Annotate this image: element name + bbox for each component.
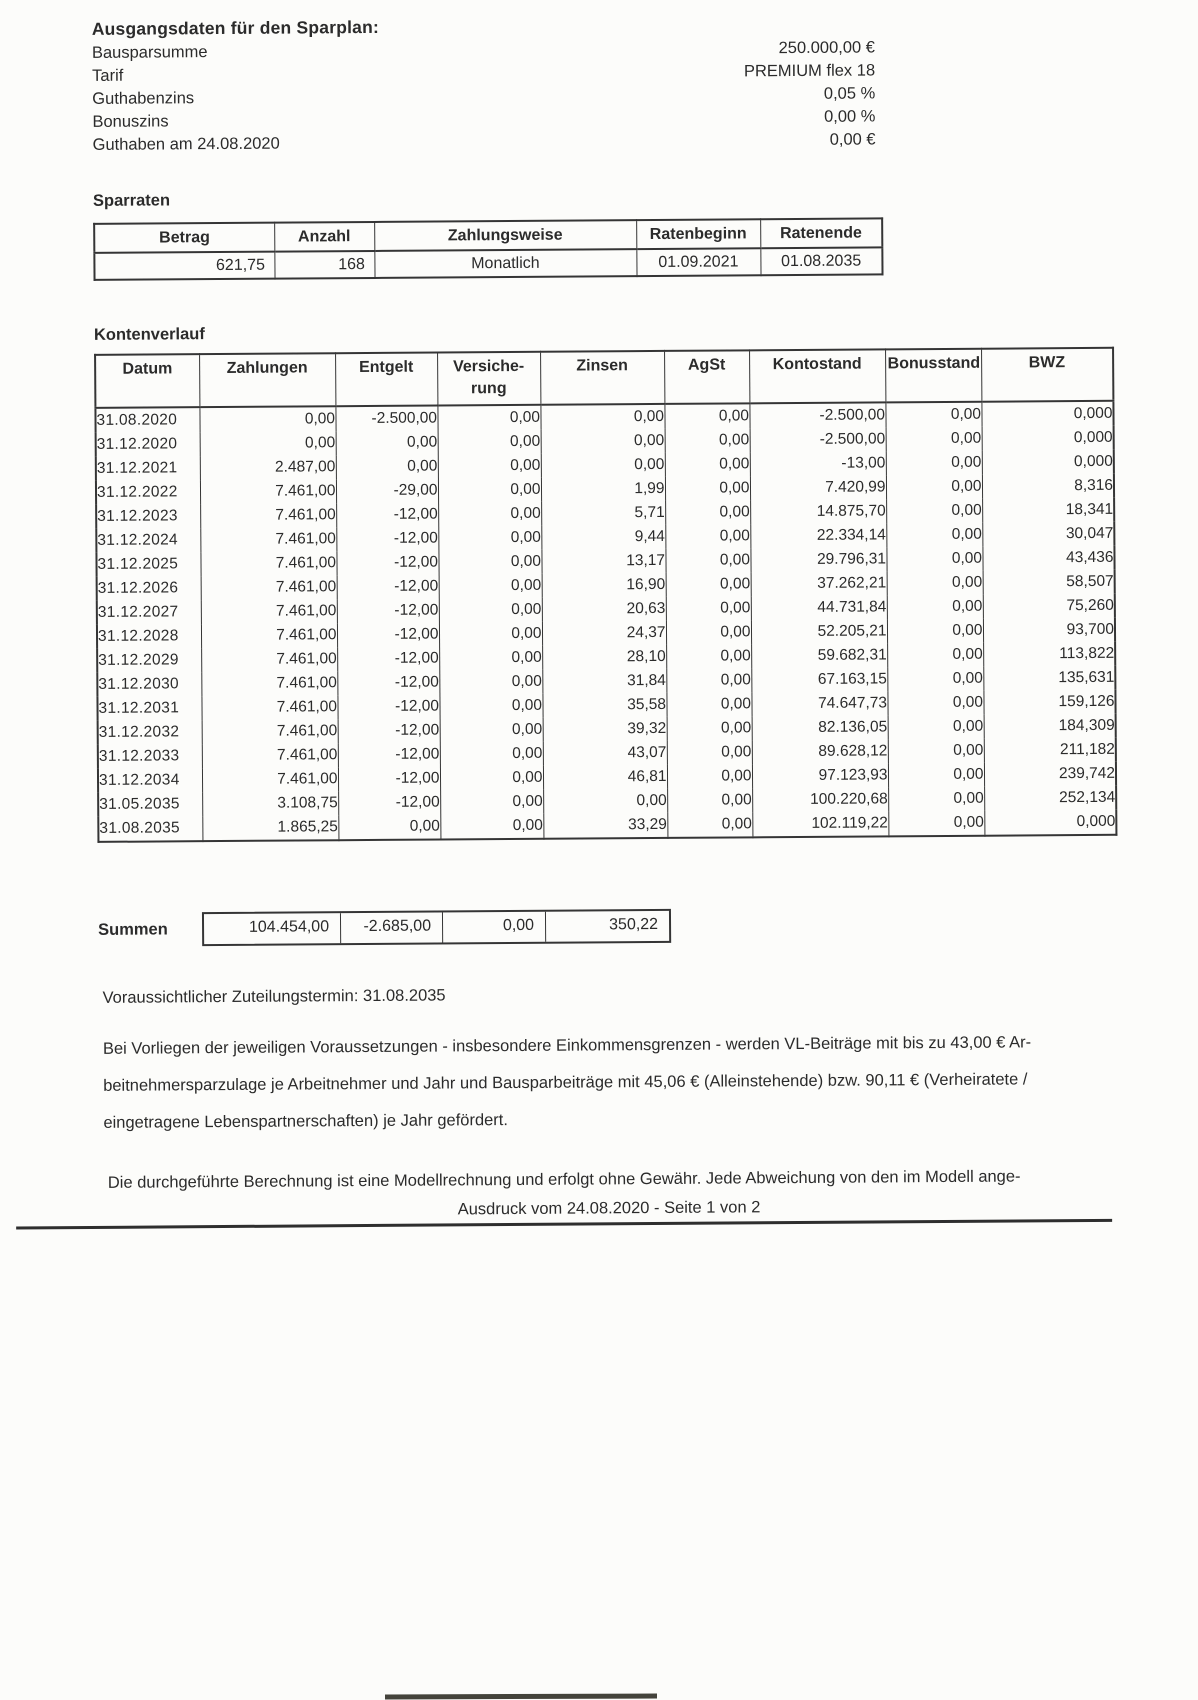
note-line: beitnehmersparzulage je Arbeitnehmer und Jahr und Bausparbeiträge mit 45,06 € (Alleinstehende) bzw. 90,11 € (Verheiratete / <box>103 1070 1028 1095</box>
kontenverlauf-cell: 31.12.2034 <box>98 771 180 789</box>
kontenverlauf-cell: 102.119,22 <box>752 811 888 837</box>
kontenverlauf-cell: 0,00 <box>888 739 984 764</box>
kontenverlauf-cell: 0,00 <box>887 643 983 668</box>
kontenverlauf-cell: 0,00 <box>887 667 983 692</box>
kontenverlauf-cell: 0,00 <box>885 402 981 428</box>
modellrechnung-note: Die durchgeführte Berechnung ist eine Modellrechnung und erfolgt ohne Gewähr. Jede Abweichung von den im Modell ange- <box>107 1167 1021 1192</box>
field-label: Tarif <box>92 66 124 85</box>
kontenverlauf-cell: 0,00 <box>888 811 984 837</box>
kontenverlauf-cell: 0,00 <box>438 430 541 455</box>
kontenverlauf-cell: 0,000 <box>982 450 1114 475</box>
kontenverlauf-cell: -12,00 <box>338 791 440 816</box>
kontenverlauf-cell: 39,32 <box>543 717 667 742</box>
kontenverlauf-cell: 0,00 <box>438 478 541 503</box>
kontenverlauf-cell: 31.12.2028 <box>97 627 179 645</box>
kontenverlauf-cell: 8,316 <box>982 474 1114 499</box>
kontenverlauf-cell: -2.500,00 <box>750 427 886 452</box>
kontenverlauf-cell: 0,00 <box>666 572 751 597</box>
ausgangsdaten-field <box>93 128 876 156</box>
note-line: Bei Vorliegen der jeweiligen Voraussetzungen - insbesondere Einkommensgrenzen - werden VL-Beiträge mit bis zu 43,00 € Ar- <box>102 1033 1032 1058</box>
field-label: Bonuszins <box>92 112 169 131</box>
kontenverlauf-cell: 0,00 <box>338 815 440 841</box>
kontenverlauf-cell: 0,00 <box>438 550 541 575</box>
kontenverlauf-cell: 22.334,14 <box>750 523 886 548</box>
sparraten-cell: 01.08.2035 <box>760 247 882 275</box>
summen-row <box>98 905 1198 947</box>
kontenverlauf-cell: 0,00 <box>439 598 542 623</box>
kontenverlauf-table <box>94 347 1117 843</box>
kontenverlauf-cell: 0,00 <box>886 547 982 572</box>
vl-foerderung-note <box>99 1023 1198 1142</box>
kontenverlauf-column-header: Zinsen <box>540 351 664 405</box>
kontenverlauf-cell: 0,00 <box>666 668 751 693</box>
kontenverlauf-cell: 0,00 <box>437 405 540 431</box>
field-value: 0,00 % <box>823 107 876 126</box>
kontenverlauf-cell: 29.796,31 <box>750 547 886 572</box>
kontenverlauf-cell: -12,00 <box>338 743 440 768</box>
kontenverlauf-cell: 31.12.2025 <box>97 555 179 573</box>
kontenverlauf-cell: 3.108,75 <box>202 791 338 816</box>
kontenverlauf-cell: -12,00 <box>336 503 438 528</box>
kontenverlauf-cell: 0,00 <box>439 574 542 599</box>
kontenverlauf-cell: 31.08.2020 <box>96 411 178 429</box>
kontenverlauf-column-header: AgSt <box>664 350 749 404</box>
kontenverlauf-cell: 7.461,00 <box>202 767 338 792</box>
kontenverlauf-cell: 211,182 <box>984 738 1116 763</box>
kontenverlauf-column-header: Versiche- rung <box>437 352 540 406</box>
kontenverlauf-cell: 52.205,21 <box>751 619 887 644</box>
kontenverlauf-cell: 0,00 <box>886 451 982 476</box>
kontenverlauf-cell: 7.461,00 <box>201 599 337 624</box>
zuteilungstermin-note: Voraussichtlicher Zuteilungstermin: 31.08.2035 <box>102 986 446 1007</box>
sparraten-cell: 168 <box>274 251 374 279</box>
sparraten-column-header: Ratenende <box>760 218 882 248</box>
kontenverlauf-cell: 239,742 <box>984 762 1116 787</box>
kontenverlauf-column-header: Datum <box>95 354 199 408</box>
kontenverlauf-cell: 0,00 <box>888 763 984 788</box>
ausgangsdaten-fields <box>92 34 1198 157</box>
kontenverlauf-cell: 44.731,84 <box>751 595 887 620</box>
sparraten-title: Sparraten <box>92 191 171 210</box>
kontenverlauf-cell: 0,00 <box>200 431 336 456</box>
kontenverlauf-column-header: Bonusstand <box>885 349 981 403</box>
kontenverlauf-cell: 0,00 <box>439 670 542 695</box>
kontenverlauf-cell: 33,29 <box>543 813 667 839</box>
sparraten-cell: 01.09.2021 <box>636 248 760 276</box>
sparraten-cell: 621,75 <box>215 256 265 274</box>
kontenverlauf-cell: 31.12.2033 <box>98 747 180 765</box>
kontenverlauf-cell: -29,00 <box>336 479 438 504</box>
kontenverlauf-cell: 2.487,00 <box>200 455 336 480</box>
kontenverlauf-cell: -12,00 <box>337 671 439 696</box>
kontenverlauf-cell: -12,00 <box>337 695 439 720</box>
kontenverlauf-cell: 82.136,05 <box>752 715 888 740</box>
kontenverlauf-cell: 74.647,73 <box>751 691 887 716</box>
kontenverlauf-cell: 0,00 <box>667 716 752 741</box>
kontenverlauf-cell: 93,700 <box>983 618 1115 643</box>
kontenverlauf-cell: 184,309 <box>984 714 1116 739</box>
kontenverlauf-cell: -12,00 <box>337 647 439 672</box>
sparraten-table <box>93 217 883 281</box>
field-label: Guthabenzins <box>92 89 195 108</box>
kontenverlauf-cell: 1,99 <box>541 477 665 502</box>
kontenverlauf-cell: 9,44 <box>541 525 665 550</box>
kontenverlauf-cell: 0,00 <box>665 548 750 573</box>
scan-artifact-bar <box>385 1694 657 1700</box>
kontenverlauf-cell: 0,00 <box>887 691 983 716</box>
kontenverlauf-cell: 0,00 <box>439 646 542 671</box>
kontenverlauf-cell: 58,507 <box>983 570 1115 595</box>
kontenverlauf-cell: 59.682,31 <box>751 643 887 668</box>
kontenverlauf-cell: 7.461,00 <box>201 647 337 672</box>
kontenverlauf-cell: 0,00 <box>440 718 543 743</box>
summen-value: 0,00 <box>442 912 545 943</box>
kontenverlauf-cell: 0,00 <box>666 596 751 621</box>
kontenverlauf-cell: 0,00 <box>336 431 438 456</box>
kontenverlauf-cell: 7.461,00 <box>200 503 336 528</box>
sparraten-column-header: Anzahl <box>274 222 374 252</box>
kontenverlauf-column-header: Zahlungen <box>199 353 335 407</box>
kontenverlauf-cell: 14.875,70 <box>750 499 886 524</box>
page-title: Ausgangsdaten für den Sparplan: <box>91 16 380 39</box>
summen-label: Summen <box>98 919 168 939</box>
kontenverlauf-cell: 0,00 <box>667 812 752 838</box>
kontenverlauf-cell: 31.12.2026 <box>97 579 179 597</box>
kontenverlauf-cell: 5,71 <box>541 501 665 526</box>
kontenverlauf-cell: 7.461,00 <box>200 479 336 504</box>
kontenverlauf-cell: -2.500,00 <box>749 402 885 428</box>
kontenverlauf-cell: 7.461,00 <box>201 575 337 600</box>
kontenverlauf-column-header: BWZ <box>981 348 1113 402</box>
kontenverlauf-cell: 0,00 <box>440 814 543 840</box>
kontenverlauf-cell: 0,00 <box>886 475 982 500</box>
summen-values <box>202 909 671 946</box>
kontenverlauf-cell: 97.123,93 <box>752 763 888 788</box>
kontenverlauf-cell: 46,81 <box>543 765 667 790</box>
kontenverlauf-title: Kontenverlauf <box>93 325 205 344</box>
kontenverlauf-cell: 0,00 <box>540 404 664 430</box>
kontenverlauf-cell: 31.12.2022 <box>96 483 178 501</box>
note-line: eingetragene Lebenspartnerschaften) je Jahr gefördert. <box>103 1111 509 1132</box>
kontenverlauf-cell: -13,00 <box>750 451 886 476</box>
kontenverlauf-cell: 0,00 <box>665 428 750 453</box>
kontenverlauf-cell: 7.461,00 <box>201 623 337 648</box>
kontenverlauf-cell: 31.12.2027 <box>97 603 179 621</box>
field-label: Bausparsumme <box>91 43 208 62</box>
summen-value: -2.685,00 <box>340 912 442 943</box>
kontenverlauf-cell: 0,00 <box>665 500 750 525</box>
sparraten-column-header: Zahlungsweise <box>374 220 636 251</box>
kontenverlauf-cell: 0,00 <box>439 694 542 719</box>
kontenverlauf-cell: 31.12.2029 <box>98 651 179 669</box>
kontenverlauf-cell: 0,00 <box>666 644 751 669</box>
kontenverlauf-cell: 30,047 <box>982 522 1114 547</box>
kontenverlauf-cell: 89.628,12 <box>752 739 888 764</box>
print-info-line: Ausdruck vom 24.08.2020 - Seite 1 von 2 <box>457 1198 761 1219</box>
kontenverlauf-cell: 0,00 <box>541 429 665 454</box>
field-value: PREMIUM flex 18 <box>743 61 876 81</box>
kontenverlauf-cell: 0,000 <box>981 401 1113 427</box>
kontenverlauf-cell: 0,00 <box>440 766 543 791</box>
kontenverlauf-cell: 7.461,00 <box>200 551 336 576</box>
field-value: 0,00 € <box>829 130 876 149</box>
kontenverlauf-cell: 0,00 <box>886 427 982 452</box>
kontenverlauf-cell: 0,00 <box>667 788 752 813</box>
kontenverlauf-cell: 0,00 <box>666 620 751 645</box>
kontenverlauf-cell: 0,00 <box>666 692 751 717</box>
kontenverlauf-cell: 7.461,00 <box>202 743 338 768</box>
kontenverlauf-cell: 1.865,25 <box>202 815 338 841</box>
kontenverlauf-cell: 0,00 <box>438 454 541 479</box>
kontenverlauf-cell: 43,436 <box>982 546 1114 571</box>
kontenverlauf-cell: -12,00 <box>337 599 439 624</box>
kontenverlauf-cell: 0,00 <box>667 764 752 789</box>
kontenverlauf-cell: 7.461,00 <box>201 695 337 720</box>
kontenverlauf-cell: 0,00 <box>440 790 543 815</box>
kontenverlauf-cell: 24,37 <box>542 621 666 646</box>
kontenverlauf-cell: 0,00 <box>888 715 984 740</box>
kontenverlauf-cell: -2.500,00 <box>335 406 437 432</box>
kontenverlauf-cell: 0,00 <box>438 526 541 551</box>
kontenverlauf-cell: 37.262,21 <box>751 571 887 596</box>
sparraten-data-row <box>94 247 882 280</box>
kontenverlauf-cell: 20,63 <box>542 597 666 622</box>
kontenverlauf-cell: -12,00 <box>336 527 438 552</box>
summen-value: 350,22 <box>545 911 669 942</box>
kontenverlauf-cell: 7.461,00 <box>200 527 336 552</box>
kontenverlauf-cell: 100.220,68 <box>752 787 888 812</box>
kontenverlauf-cell: 67.163,15 <box>751 667 887 692</box>
kontenverlauf-cell: 0,00 <box>543 789 667 814</box>
kontenverlauf-cell: 13,17 <box>541 549 665 574</box>
kontenverlauf-cell: -12,00 <box>338 719 440 744</box>
kontenverlauf-cell: 0,00 <box>887 595 983 620</box>
kontenverlauf-cell: 0,00 <box>199 406 335 432</box>
kontenverlauf-cell: 31.12.2023 <box>97 507 178 525</box>
field-value: 0,05 % <box>823 84 876 103</box>
kontenverlauf-column-header: Entgelt <box>335 353 437 407</box>
kontenverlauf-cell: 7.461,00 <box>201 671 337 696</box>
kontenverlauf-cell: 135,631 <box>983 666 1115 691</box>
kontenverlauf-cell: 0,000 <box>984 810 1116 836</box>
field-label: Guthaben am 24.08.2020 <box>92 134 280 154</box>
kontenverlauf-cell: 0,00 <box>665 452 750 477</box>
sparraten-column-header: Betrag <box>94 223 274 253</box>
kontenverlauf-cell: -12,00 <box>338 767 440 792</box>
kontenverlauf-cell: 252,134 <box>984 786 1116 811</box>
kontenverlauf-cell: 0,000 <box>982 426 1114 451</box>
kontenverlauf-cell: 31.12.2020 <box>96 435 178 453</box>
kontenverlauf-cell: -12,00 <box>337 623 439 648</box>
kontenverlauf-cell: 43,07 <box>543 741 667 766</box>
kontenverlauf-cell: 0,00 <box>336 455 438 480</box>
kontenverlauf-cell: 0,00 <box>440 742 543 767</box>
kontenverlauf-cell: 28,10 <box>542 645 666 670</box>
kontenverlauf-cell: 0,00 <box>664 403 749 429</box>
kontenverlauf-cell: 0,00 <box>886 499 982 524</box>
kontenverlauf-cell: 159,126 <box>983 690 1115 715</box>
kontenverlauf-cell: 18,341 <box>982 498 1114 523</box>
kontenverlauf-cell: 0,00 <box>438 502 541 527</box>
kontenverlauf-cell: 31.08.2035 <box>99 819 181 837</box>
sparraten-column-header: Ratenbeginn <box>636 219 760 249</box>
sparraten-cell: Monatlich <box>374 249 636 278</box>
kontenverlauf-cell: 31.12.2030 <box>98 675 179 693</box>
kontenverlauf-cell: 0,00 <box>541 453 665 478</box>
kontenverlauf-cell: 7.461,00 <box>202 719 338 744</box>
kontenverlauf-column-header: Kontostand <box>749 349 885 403</box>
kontenverlauf-cell: 0,00 <box>439 622 542 647</box>
kontenverlauf-cell: 0,00 <box>887 619 983 644</box>
kontenverlauf-cell: -12,00 <box>336 551 438 576</box>
kontenverlauf-cell: 31,84 <box>542 669 666 694</box>
field-value: 250.000,00 € <box>778 38 875 58</box>
kontenverlauf-header-row <box>95 348 1113 408</box>
kontenverlauf-cell: 31.12.2031 <box>98 699 180 717</box>
kontenverlauf-cell: -12,00 <box>337 575 439 600</box>
kontenverlauf-header <box>95 348 1113 408</box>
kontenverlauf-cell: 113,822 <box>983 642 1115 667</box>
kontenverlauf-cell: 31.05.2035 <box>99 795 180 813</box>
kontenverlauf-cell: 31.12.2021 <box>96 459 178 477</box>
kontenverlauf-cell: 0,00 <box>667 740 752 765</box>
summen-value: 104.454,00 <box>248 918 330 936</box>
kontenverlauf-cell: 16,90 <box>542 573 666 598</box>
kontenverlauf-cell: 0,00 <box>886 523 982 548</box>
kontenverlauf-body <box>95 401 1116 842</box>
kontenverlauf-cell: 75,260 <box>983 594 1115 619</box>
kontenverlauf-cell: 0,00 <box>888 787 984 812</box>
kontenverlauf-cell: 31.12.2024 <box>97 531 178 549</box>
kontenverlauf-cell: 35,58 <box>542 693 666 718</box>
sparraten-body <box>94 247 882 280</box>
kontenverlauf-cell: 0,00 <box>887 571 983 596</box>
kontenverlauf-cell: 0,00 <box>665 524 750 549</box>
kontenverlauf-cell: 0,00 <box>665 476 750 501</box>
kontenverlauf-cell: 7.420,99 <box>750 475 886 500</box>
kontenverlauf-cell: 31.12.2032 <box>98 723 180 741</box>
